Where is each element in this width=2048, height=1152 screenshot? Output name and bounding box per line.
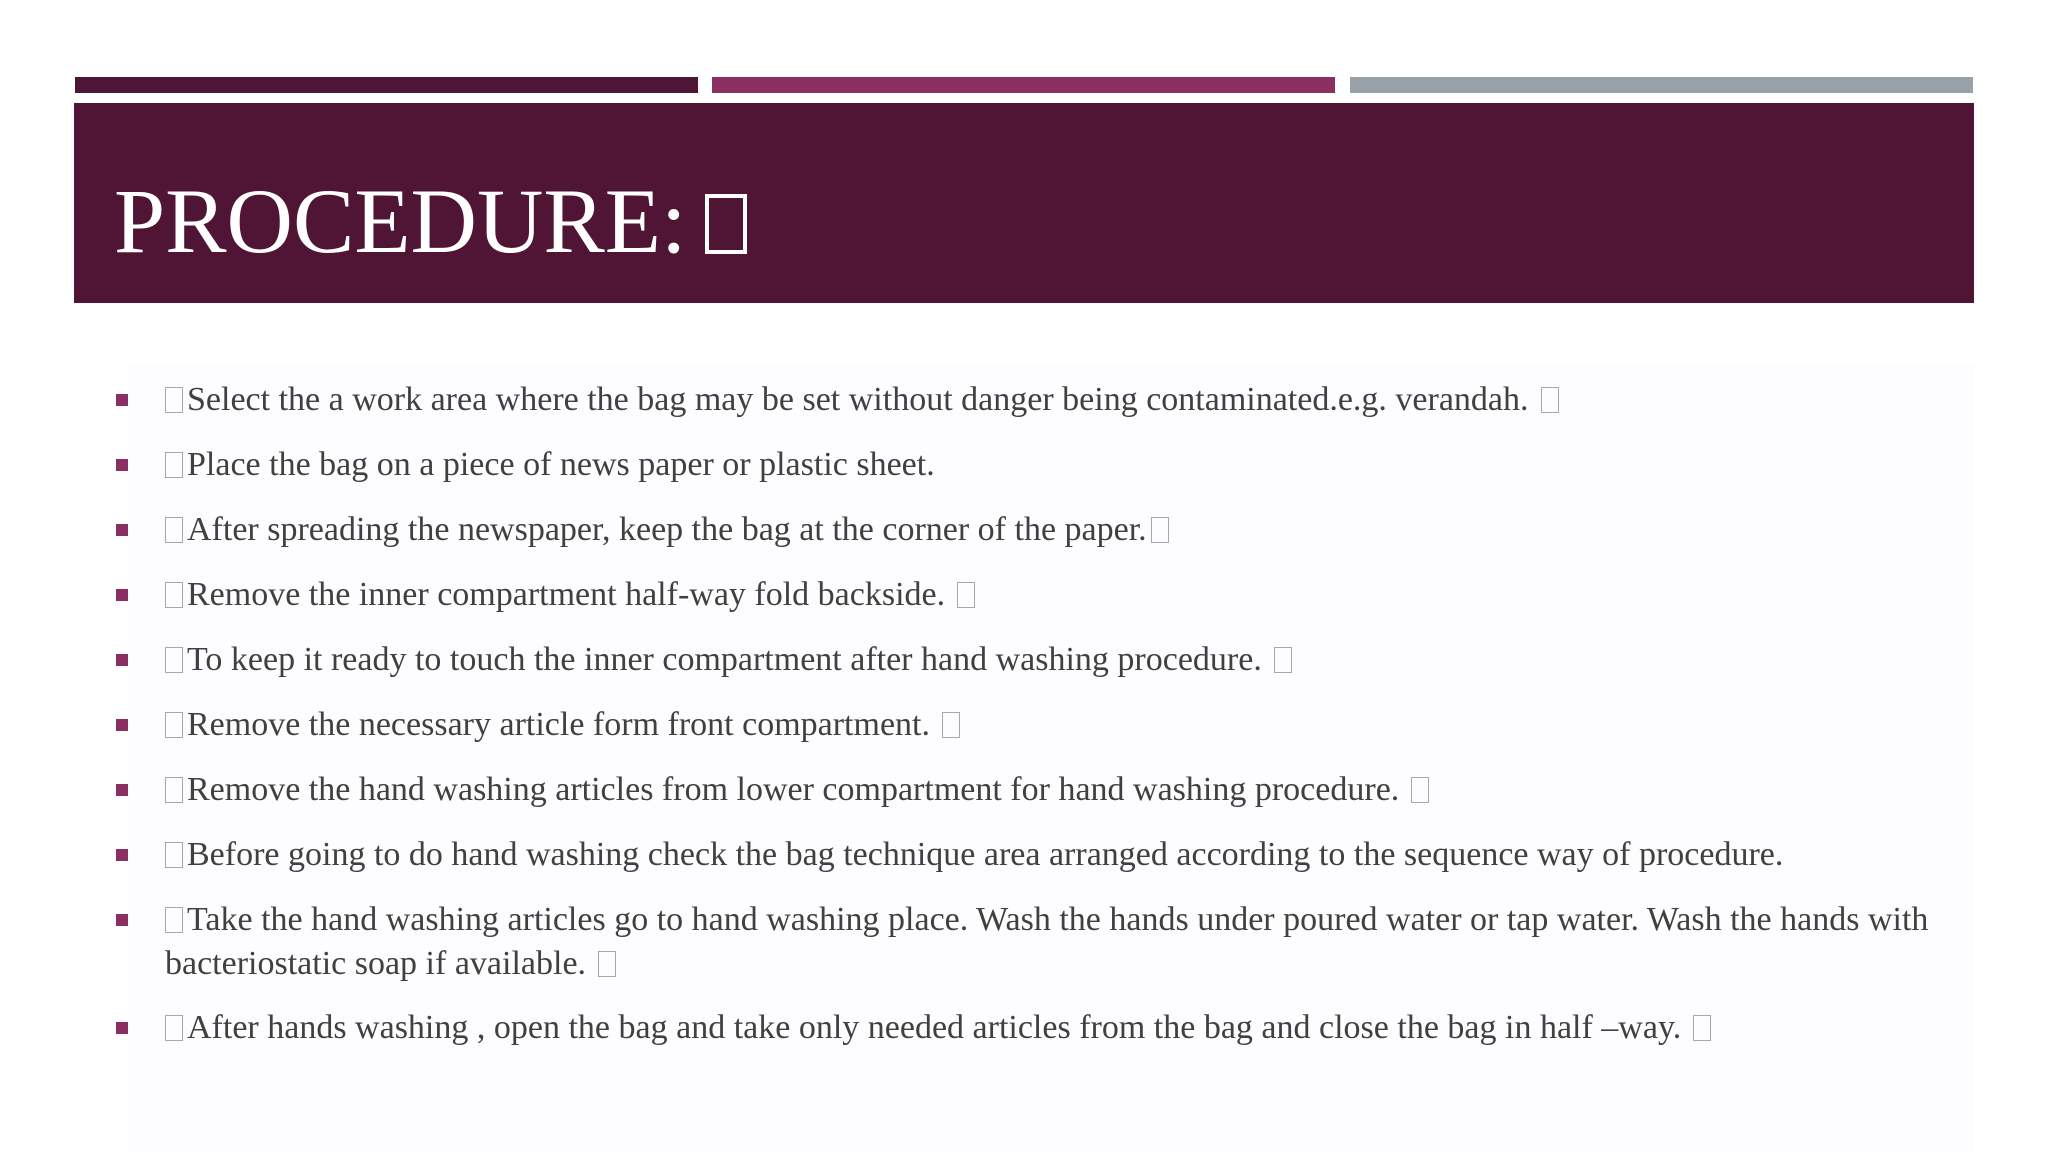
missing-glyph-box-icon [1541, 387, 1559, 413]
missing-glyph-box-icon [1151, 517, 1169, 543]
square-bullet-icon [116, 849, 128, 861]
title-band [74, 103, 1974, 303]
list-item-text [165, 768, 1955, 812]
missing-glyph-box-icon [165, 647, 183, 673]
list-item-label: Select the a work area where the bag may be set without danger being contaminated.e.g. verandah. [187, 381, 1529, 418]
missing-glyph-box-icon [165, 452, 183, 478]
square-bullet-icon [116, 589, 128, 601]
square-bullet-icon [116, 524, 128, 536]
square-bullet-icon [116, 394, 128, 406]
missing-glyph-box-icon [1693, 1015, 1711, 1041]
missing-glyph-box-icon [165, 907, 183, 933]
list-item-text [165, 508, 1955, 552]
list-item-label: Remove the necessary article form front compartment. [187, 706, 930, 743]
missing-glyph-box-icon [165, 517, 183, 543]
missing-glyph-box-icon [942, 712, 960, 738]
accent-bar-magenta [712, 77, 1335, 93]
list-item-label: Before going to do hand washing check the bag technique area arranged according to the sequence way of procedure. [187, 836, 1784, 873]
list-item-text [165, 443, 1955, 487]
list-item-label: Place the bag on a piece of news paper or plastic sheet. [187, 446, 935, 483]
list-item-label: Remove the inner compartment half-way fold backside. [187, 576, 946, 613]
square-bullet-icon [116, 459, 128, 471]
accent-bar-gray [1350, 77, 1973, 93]
missing-glyph-box-icon [165, 842, 183, 868]
list-item-text [165, 833, 1955, 877]
slide-title [114, 170, 747, 272]
accent-bar-dark [75, 77, 698, 93]
list-item-text [165, 1006, 1955, 1050]
square-bullet-icon [116, 914, 128, 926]
list-item-text [165, 898, 1955, 986]
missing-glyph-box-icon [165, 777, 183, 803]
square-bullet-icon [116, 654, 128, 666]
list-item-label: After hands washing , open the bag and take only needed articles from the bag and close the bag in half –way. [187, 1009, 1682, 1046]
list-item-text [165, 638, 1955, 682]
list-item-text [165, 573, 1955, 617]
square-bullet-icon [116, 784, 128, 796]
missing-glyph-box-icon [705, 194, 747, 254]
missing-glyph-box-icon [957, 582, 975, 608]
list-item-label: To keep it ready to touch the inner compartment after hand washing procedure. [187, 641, 1262, 678]
missing-glyph-box-icon [165, 1015, 183, 1041]
list-item-label: Remove the hand washing articles from lower compartment for hand washing procedure. [187, 771, 1400, 808]
missing-glyph-box-icon [165, 387, 183, 413]
list-item-label: After spreading the newspaper, keep the bag at the corner of the paper. [187, 511, 1147, 548]
missing-glyph-box-icon [165, 582, 183, 608]
missing-glyph-box-icon [1274, 647, 1292, 673]
missing-glyph-box-icon [598, 951, 616, 977]
square-bullet-icon [116, 719, 128, 731]
list-item-text [165, 703, 1955, 747]
list-item-label: Take the hand washing articles go to hand washing place. Wash the hands under poured water or tap water. Wash the hands with bacteriostatic soap if available. [165, 901, 1929, 982]
missing-glyph-box-icon [1411, 777, 1429, 803]
square-bullet-icon [116, 1022, 128, 1034]
slide-title-text: PROCEDURE: [114, 170, 687, 272]
list-item-text [165, 378, 1955, 422]
missing-glyph-box-icon [165, 712, 183, 738]
